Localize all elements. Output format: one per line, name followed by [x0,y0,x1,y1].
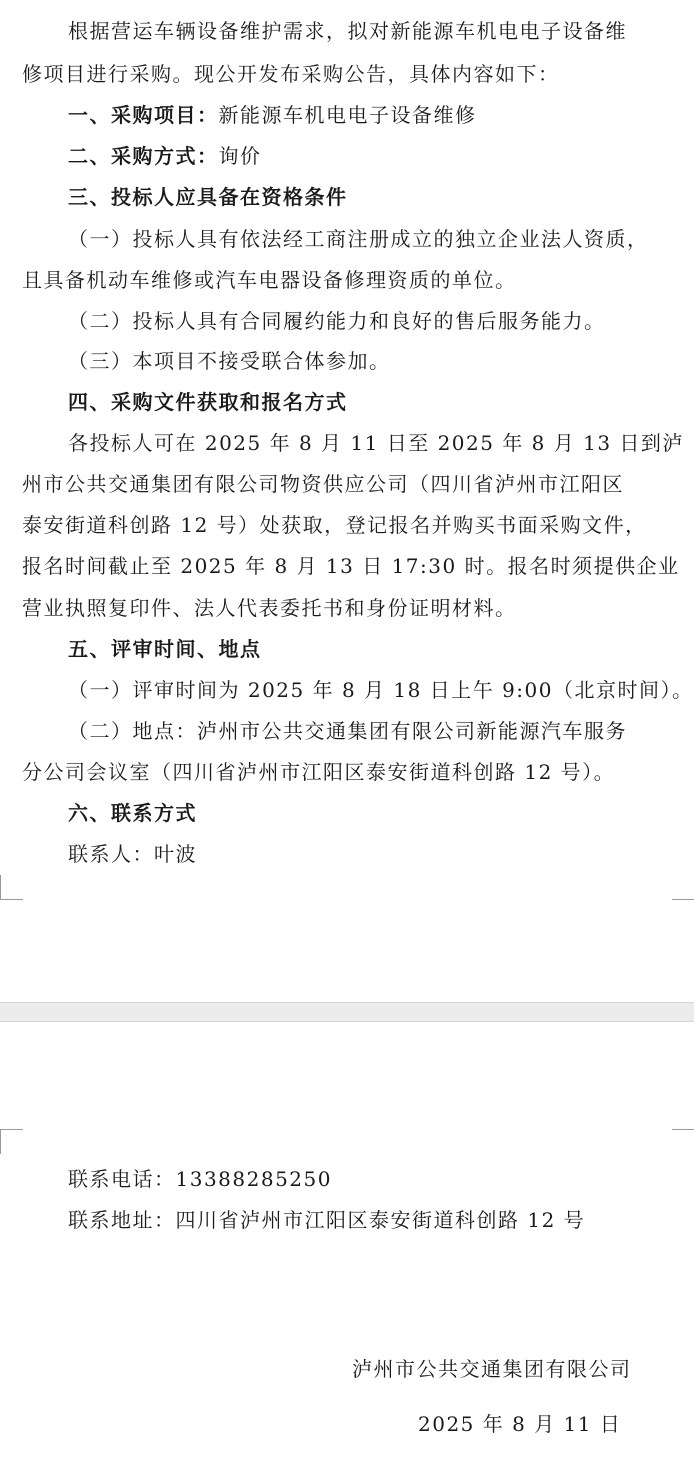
margin-marker-top-left [0,1129,23,1154]
section-procurement-item [68,101,477,129]
review-time: （一）评审时间为 2025 年 8 月 18 日上午 9:00（北京时间）。 [68,678,694,702]
section-value: 询价 [218,144,262,168]
document-page-2 [0,1022,694,1459]
qualification-item-1-line-1: （一）投标人具有依法经工商注册成立的独立企业法人资质， [68,227,649,251]
registration-line-3: 泰安街道科创路 12 号）处获取，登记报名并购买书面采购文件， [22,513,647,537]
section-heading: 二、采购方式： [68,144,219,168]
qualification-item-2: （二）投标人具有合同履约能力和良好的售后服务能力。 [68,309,606,333]
registration-line-1: 各投标人可在 2025 年 8 月 11 日至 2025 年 8 月 13 日到泸 [68,431,684,455]
section-heading-review: 五、评审时间、地点 [68,637,262,661]
margin-marker-bottom-left [0,875,23,900]
qualification-item-1-line-2: 且具备机动车维修或汽车电器设备修理资质的单位。 [22,268,517,292]
registration-line-4: 报名时间截止至 2025 年 8 月 13 日 17:30 时。报名时须提供企业 [22,554,680,578]
review-location-line-1: （二）地点：泸州市公共交通集团有限公司新能源汽车服务 [68,719,627,743]
page-break-gap [0,1002,694,1022]
registration-line-2: 州市公共交通集团有限公司物资供应公司（四川省泸州市江阳区 [22,472,624,496]
registration-line-5: 营业执照复印件、法人代表委托书和身份证明材料。 [22,596,517,620]
signature-organization: 泸州市公共交通集团有限公司 [352,1357,632,1381]
section-heading-qualifications: 三、投标人应具备在资格条件 [68,185,348,209]
signature-date: 2025 年 8 月 11 日 [418,1412,622,1436]
review-location-line-2: 分公司会议室（四川省泸州市江阳区泰安街道科创路 12 号）。 [22,760,616,784]
contact-phone: 联系电话：13388285250 [68,1167,332,1191]
contact-address: 联系地址：四川省泸州市江阳区泰安街道科创路 12 号 [68,1208,586,1232]
contact-person: 联系人：叶波 [68,842,197,866]
section-heading: 一、采购项目： [68,103,219,127]
intro-line-1: 根据营运车辆设备维护需求，拟对新能源车机电电子设备维 [68,19,627,43]
qualification-item-3: （三）本项目不接受联合体参加。 [68,349,391,373]
section-procurement-method [68,142,262,170]
margin-marker-bottom-right [672,875,694,900]
section-heading-registration: 四、采购文件获取和报名方式 [68,390,348,414]
margin-marker-top-right [672,1129,694,1154]
section-value: 新能源车机电电子设备维修 [218,103,477,127]
intro-line-2: 修项目进行采购。现公开发布采购公告，具体内容如下： [22,62,560,86]
section-heading-contact: 六、联系方式 [68,801,197,825]
